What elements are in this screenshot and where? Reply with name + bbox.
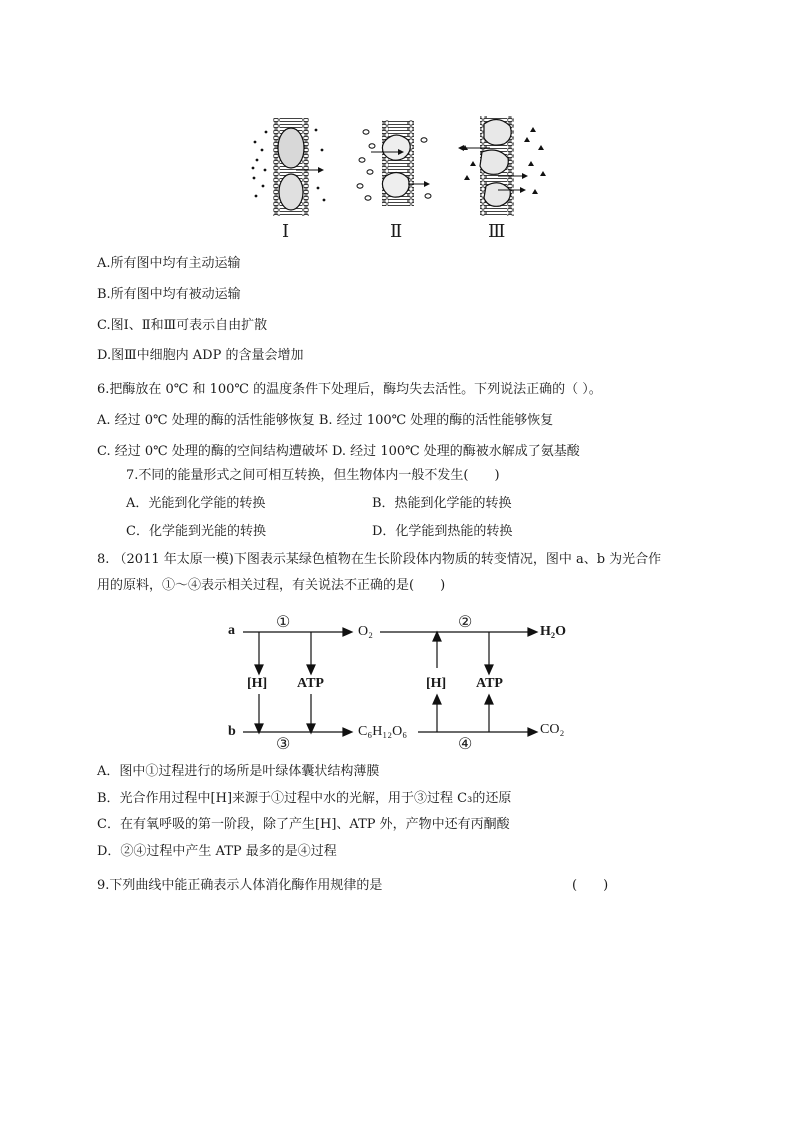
q7-option-d: D．化学能到热能的转换 xyxy=(372,524,513,539)
pathway-diagram xyxy=(0,610,794,770)
q5-option-b: B.所有图中均有被动运输 xyxy=(97,287,241,302)
product-o2: O₂ xyxy=(358,624,373,639)
membrane-panel-2 xyxy=(357,120,431,206)
q5-option-d: D.图Ⅲ中细胞内 ADP 的含量会增加 xyxy=(97,348,304,363)
panel-label-3: Ⅲ xyxy=(488,221,506,242)
label-h-left: [H] xyxy=(247,676,268,691)
channel-protein xyxy=(278,128,304,168)
product-glucose: C₆H₁₂O₆ xyxy=(358,724,408,739)
label-atp-right: ATP xyxy=(476,676,503,691)
product-co2: CO₂ xyxy=(540,722,565,737)
product-h2o: H₂O xyxy=(540,624,566,639)
step-3-label: ③ xyxy=(276,736,291,753)
q8-option-c: C．在有氧呼吸的第一阶段，除了产生[H]、ATP 外，产物中还有丙酮酸 xyxy=(97,817,510,832)
membrane-panel-1 xyxy=(252,118,326,216)
q7-option-c: C．化学能到光能的转换 xyxy=(126,524,266,539)
q7-option-b: B．热能到化学能的转换 xyxy=(372,496,512,511)
step-1-label: ① xyxy=(276,614,291,631)
carrier-protein xyxy=(484,183,510,207)
carrier-protein xyxy=(382,172,409,197)
membrane-transport-figure xyxy=(0,0,794,250)
q9-stem: 9.下列曲线中能正确表示人体消化酶作用规律的是 xyxy=(97,878,383,893)
label-atp-left: ATP xyxy=(297,676,324,691)
q8-option-b: B．光合作用过程中[H]来源于①过程中水的光解，用于③过程 C₃的还原 xyxy=(97,791,512,806)
q6-stem: 6.把酶放在 0℃ 和 100℃ 的温度条件下处理后，酶均失去活性。下列说法正确的（ ）。 xyxy=(97,382,602,397)
q7-stem: 7.不同的能量形式之间可相互转换，但生物体内一般不发生( ) xyxy=(126,468,500,483)
q7-option-a: A．光能到化学能的转换 xyxy=(126,496,266,511)
q5-option-a: A.所有图中均有主动运输 xyxy=(97,256,241,271)
channel-protein xyxy=(279,174,303,210)
carrier-protein xyxy=(382,135,410,160)
q8-stem-line1: 8. （2011 年太原一模)下图表示某绿色植物在生长阶段体内物质的转变情况，图中 a、b 为光合作 xyxy=(97,552,662,567)
membrane-panel-3 xyxy=(458,116,546,216)
label-h-right: [H] xyxy=(426,676,447,691)
q5-option-c: C.图Ⅰ、Ⅱ和Ⅲ可表示自由扩散 xyxy=(97,318,268,333)
carrier-protein xyxy=(484,119,511,145)
q9-answer-blank: ( ) xyxy=(572,878,609,893)
panel-label-1: Ⅰ xyxy=(282,221,290,242)
panel-label-2: Ⅱ xyxy=(390,221,403,242)
q8-option-a: A．图中①过程进行的场所是叶绿体囊状结构薄膜 xyxy=(97,764,380,779)
reactant-b: b xyxy=(228,724,236,739)
q6-option-cd: C. 经过 0℃ 处理的酶的空间结构遭破坏 D. 经过 100℃ 处理的酶被水解成了氨基酸 xyxy=(97,444,580,459)
carrier-protein xyxy=(480,150,508,174)
reactant-a: a xyxy=(228,623,235,638)
step-4-label: ④ xyxy=(458,736,473,753)
q8-option-d: D．②④过程中产生 ATP 最多的是④过程 xyxy=(97,844,337,859)
step-2-label: ② xyxy=(458,614,473,631)
q8-stem-line2: 用的原料，①～④表示相关过程，有关说法不正确的是( ) xyxy=(97,578,446,593)
q6-option-ab: A. 经过 0℃ 处理的酶的活性能够恢复 B. 经过 100℃ 处理的酶的活性能够恢复 xyxy=(97,413,554,428)
